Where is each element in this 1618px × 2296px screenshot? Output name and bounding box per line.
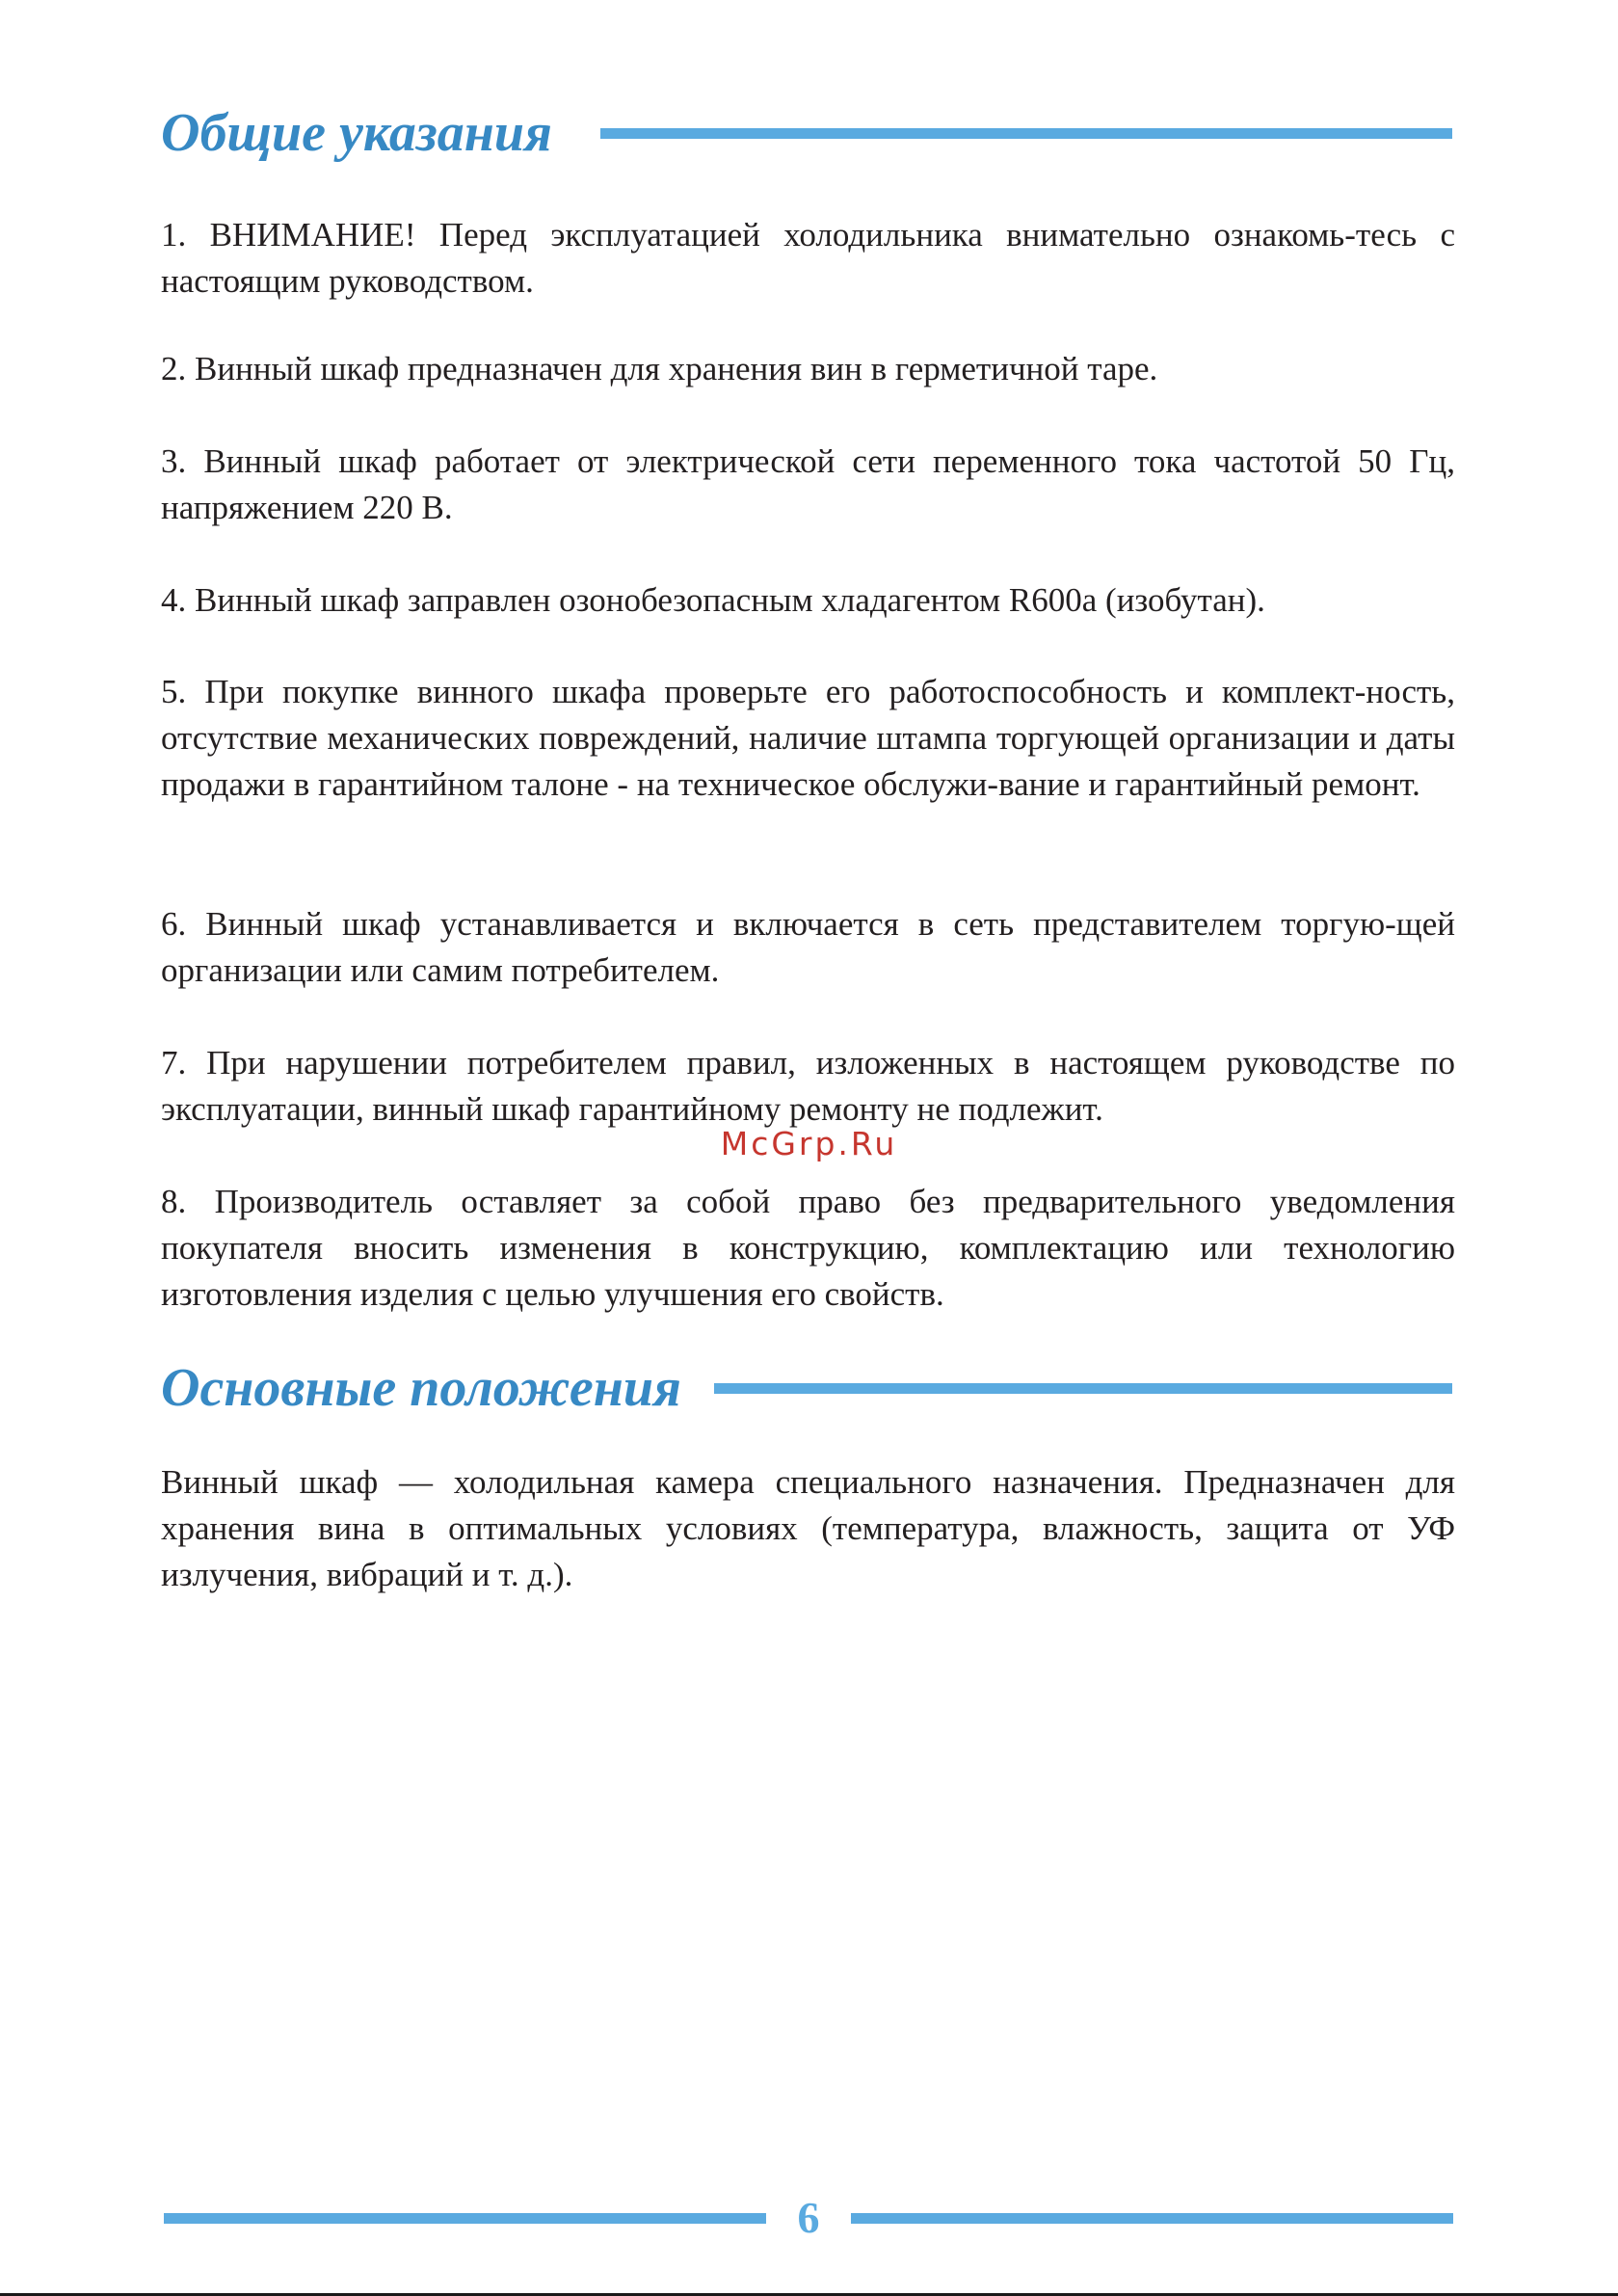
paragraph-6 — [161, 901, 1455, 994]
footer-rule-left — [164, 2213, 766, 2224]
section-title: Общие указания — [161, 103, 552, 163]
page-number: 6 — [797, 2193, 820, 2242]
paragraph-3 — [161, 439, 1455, 531]
section-title: Основные положения — [161, 1358, 681, 1418]
page-footer — [164, 2193, 1453, 2242]
heading-rule — [600, 128, 1452, 139]
section-heading-basics — [161, 1358, 1452, 1418]
paragraph-4 — [161, 577, 1455, 624]
paragraph-text: Винный шкаф — холодильная камера специального назначения. Предназначен для хранения вина в оптимальных условиях (температура, влажность, защита от УФ излучения, вибраций и т. д.). — [161, 1463, 1455, 1593]
paragraph-text: 8. Производитель оставляет за собой право без предварительного уведомления покупателя вносить изменения в конструкцию, комплектацию или технологию изготовления изделия с целью улучшения его свойств. — [161, 1183, 1455, 1313]
paragraph-text: 4. Винный шкаф заправлен озонобезопасным хладагентом R600a (изобутан). — [161, 581, 1265, 619]
footer-rule-right — [851, 2213, 1453, 2224]
paragraph-text: 3. Винный шкаф работает от электрической сети переменного тока частотой 50 Гц, напряжением 220 В. — [161, 442, 1455, 526]
paragraph-basics — [161, 1459, 1455, 1598]
paragraph-text: 7. При нарушении потребителем правил, изложенных в настоящем руководстве по эксплуатации, винный шкаф гарантийному ремонту не подлежит. — [161, 1044, 1455, 1128]
paragraph-text: 5. При покупке винного шкафа проверьте его работоспособность и комплект-ность, отсутствие механических повреждений, наличие штампа торгующей организации и даты продажи в гарантийном талоне - на техническое обслужи-вание и гарантийный ремонт. — [161, 673, 1455, 803]
paragraph-text: 1. ВНИМАНИЕ! Перед эксплуатацией холодильника внимательно ознакомь-тесь с настоящим руководством. — [161, 216, 1455, 300]
paragraph-1 — [161, 212, 1455, 305]
paragraph-text: 6. Винный шкаф устанавливается и включается в сеть представителем торгую-щей организации или самим потребителем. — [161, 905, 1455, 989]
paragraph-7 — [161, 1040, 1455, 1133]
paragraph-2 — [161, 346, 1455, 392]
paragraph-8 — [161, 1179, 1455, 1318]
paragraph-5 — [161, 669, 1455, 808]
section-heading-general — [161, 103, 1452, 163]
paragraph-text: 2. Винный шкаф предназначен для хранения вин в герметичной таре. — [161, 350, 1158, 387]
watermark: McGrp.Ru — [720, 1125, 898, 1162]
heading-rule — [714, 1383, 1452, 1394]
